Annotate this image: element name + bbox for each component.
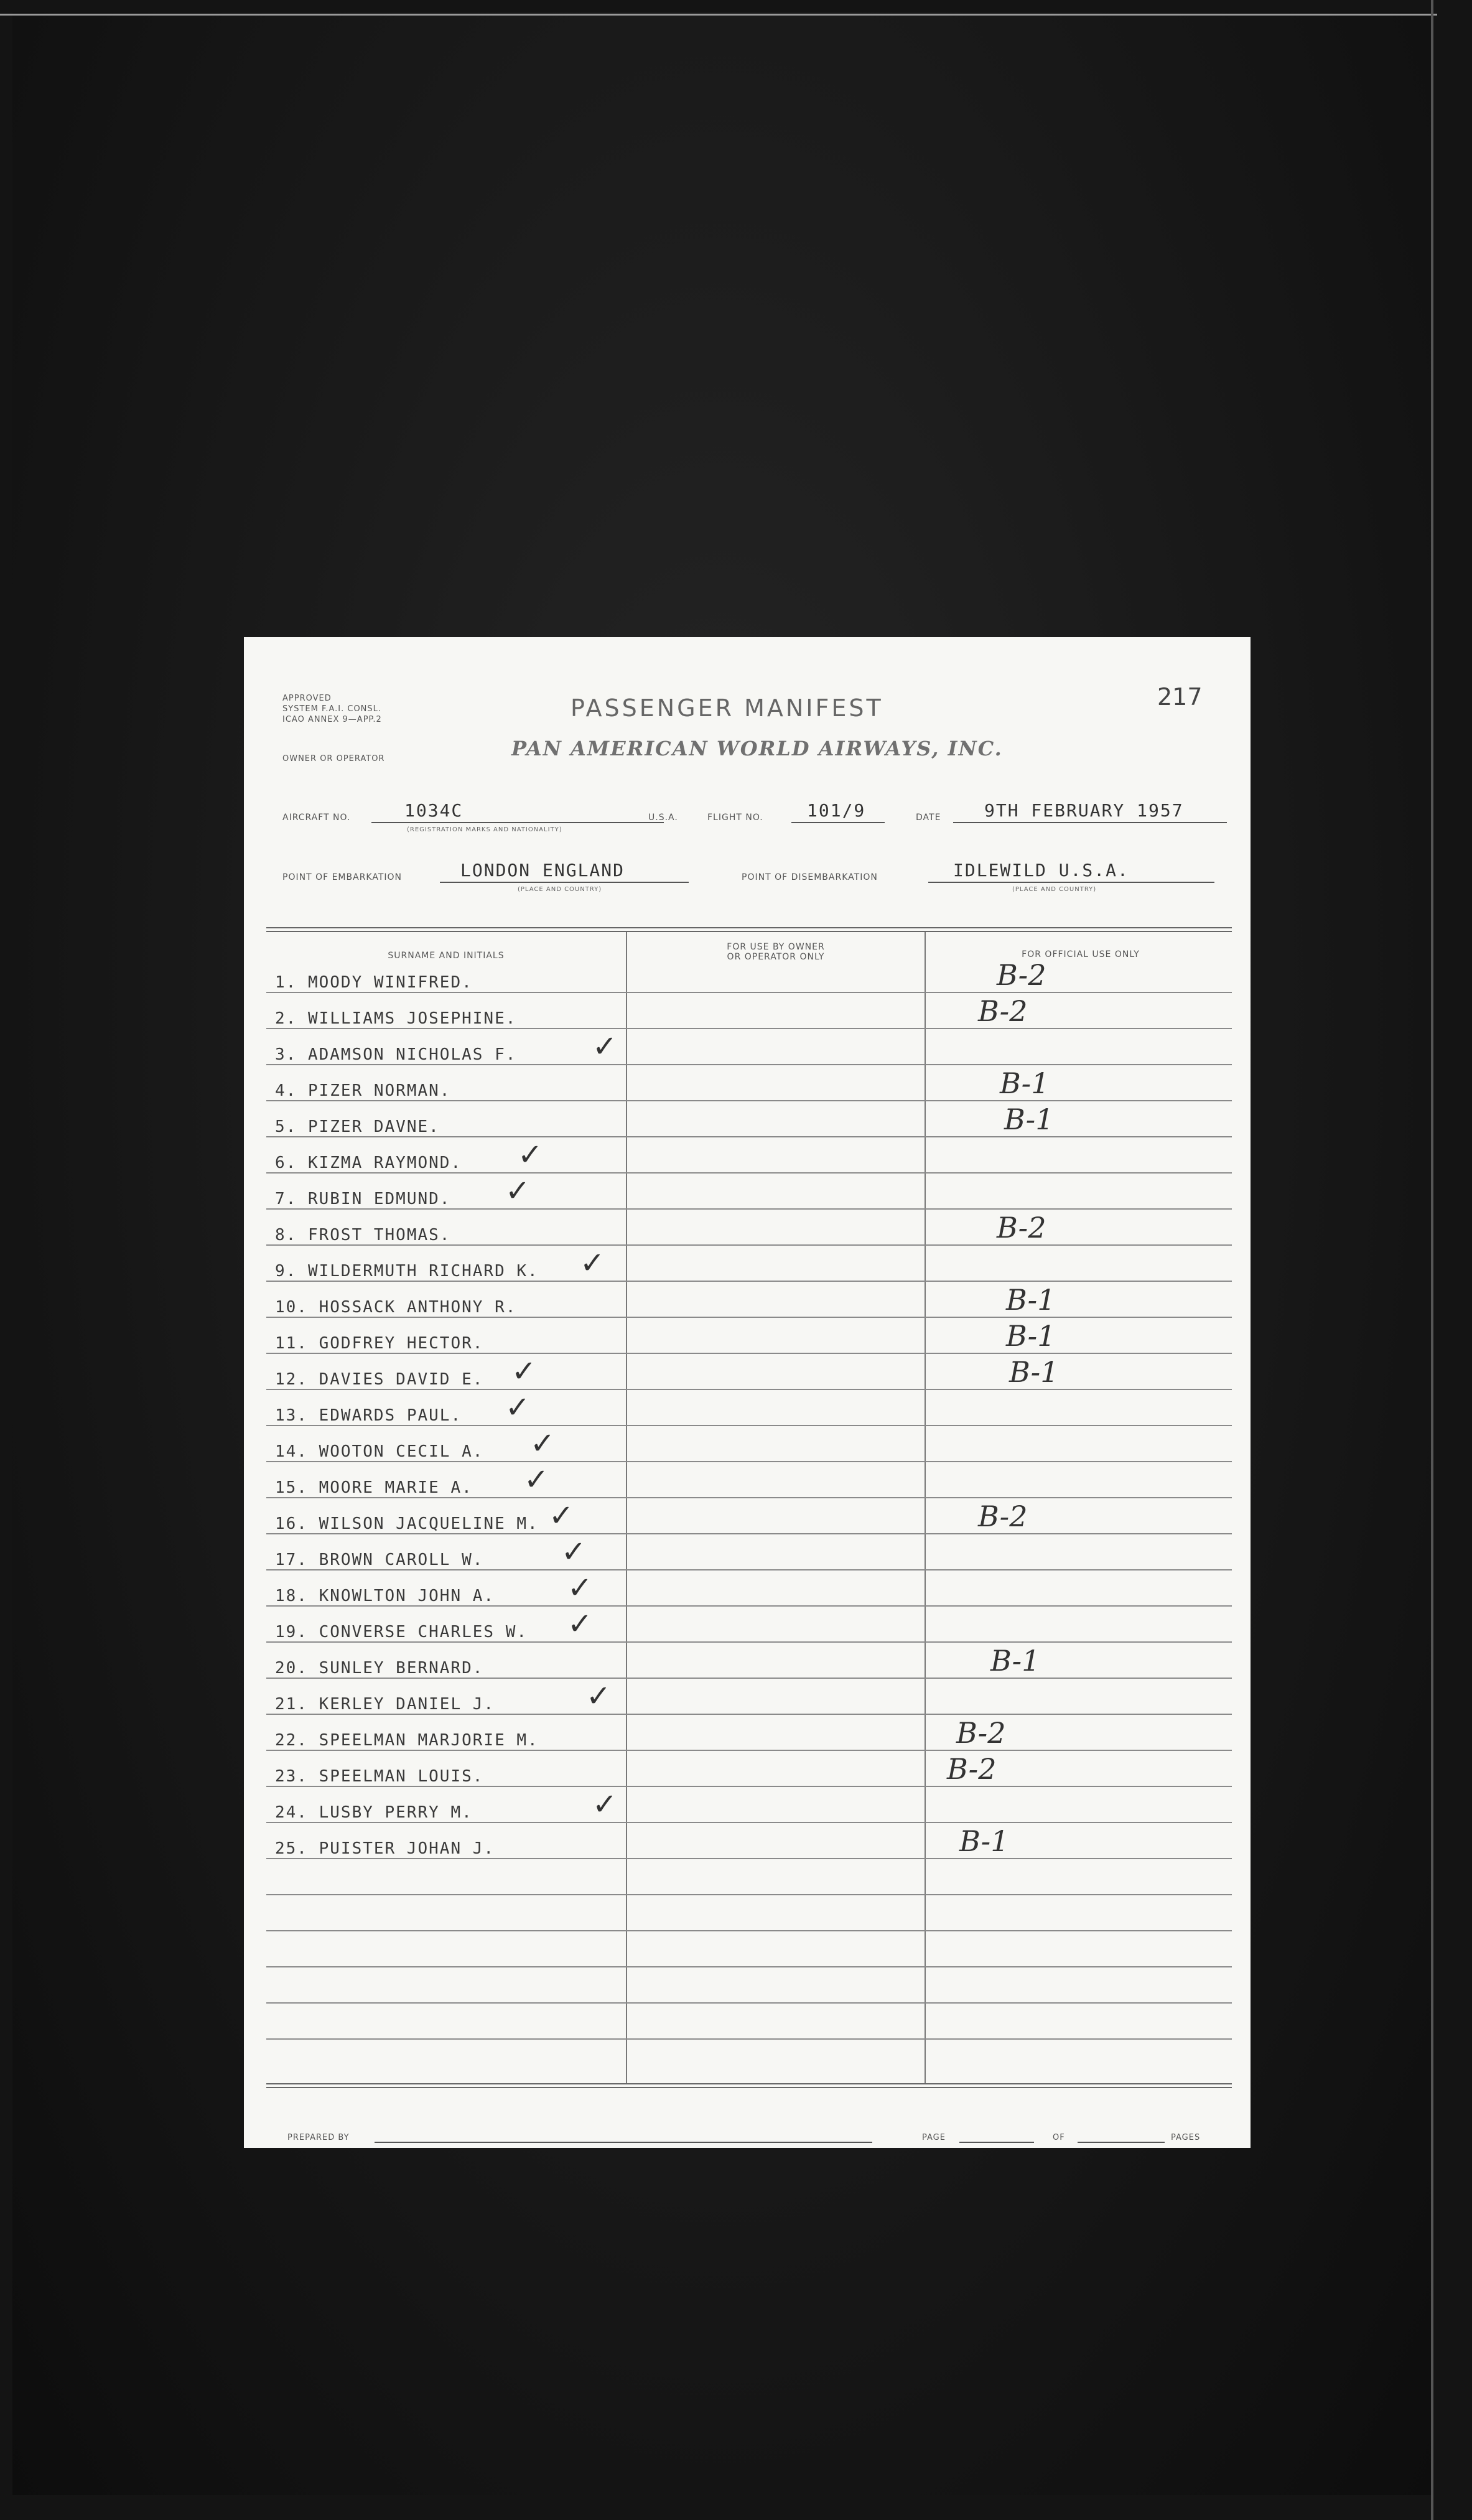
blank-row-line	[266, 1966, 1232, 1967]
official-mark: B-2	[947, 1752, 997, 1786]
row-line	[266, 1569, 1232, 1570]
check-mark: ✓	[592, 1029, 618, 1064]
owner-operator-label: OWNER OR OPERATOR	[282, 754, 385, 763]
official-mark: B-2	[997, 1211, 1046, 1244]
passenger-name: 15. MOORE MARIE A.	[275, 1478, 473, 1497]
flight-underline	[791, 822, 885, 823]
embarkation-value: LONDON ENGLAND	[460, 860, 625, 880]
passenger-name: 12. DAVIES DAVID E.	[275, 1370, 484, 1389]
row-line	[266, 1136, 1232, 1137]
check-mark: ✓	[524, 1462, 549, 1497]
passenger-name: 4. PIZER NORMAN.	[275, 1081, 451, 1100]
disembarkation-value: IDLEWILD U.S.A.	[953, 860, 1129, 880]
passenger-name: 21. KERLEY DANIEL J.	[275, 1695, 495, 1714]
embarkation-label: POINT OF EMBARKATION	[282, 872, 403, 882]
form-reference-line: APPROVED	[282, 694, 332, 703]
row-line	[266, 1497, 1232, 1498]
official-mark: B-1	[959, 1824, 1009, 1858]
row-line	[266, 1858, 1232, 1859]
date-underline	[953, 822, 1227, 823]
passenger-name: 24. LUSBY PERRY M.	[275, 1803, 473, 1822]
official-mark: B-2	[978, 1500, 1028, 1533]
page-label: PAGE	[922, 2133, 946, 2142]
check-mark: ✓	[592, 1787, 618, 1822]
form-reference	[282, 693, 382, 725]
aircraft-underline	[371, 822, 664, 823]
disembarkation-sub-label: (PLACE AND COUNTRY)	[1012, 886, 1097, 893]
row-line	[266, 1641, 1232, 1643]
row-line	[266, 1244, 1232, 1246]
disembarkation-underline	[928, 882, 1214, 883]
prepared-by-line	[375, 2142, 872, 2143]
form-reference-line: SYSTEM F.A.I. CONSL.	[282, 704, 382, 714]
official-mark: B-1	[1006, 1319, 1056, 1353]
row-line	[266, 1028, 1232, 1029]
row-line	[266, 1750, 1232, 1751]
passenger-name: 19. CONVERSE CHARLES W.	[275, 1623, 528, 1641]
passenger-name: 3. ADAMSON NICHOLAS F.	[275, 1045, 517, 1064]
table-bottom-rule	[266, 2087, 1232, 2088]
row-line	[266, 1281, 1232, 1282]
row-line	[266, 1208, 1232, 1210]
form-reference-line: ICAO ANNEX 9—APP.2	[282, 715, 382, 724]
blank-row-line	[266, 2002, 1232, 2004]
passenger-name: 7. RUBIN EDMUND.	[275, 1190, 451, 1208]
flight-value: 101/9	[807, 800, 866, 821]
check-mark: ✓	[567, 1607, 593, 1641]
row-line	[266, 1461, 1232, 1462]
pages-label: PAGES	[1171, 2133, 1201, 2142]
official-mark: B-2	[997, 958, 1046, 992]
check-mark: ✓	[586, 1679, 612, 1714]
passenger-name: 22. SPEELMAN MARJORIE M.	[275, 1731, 539, 1750]
official-use-column-header: FOR OFFICIAL USE ONLY	[1022, 950, 1140, 959]
date-label: DATE	[916, 813, 941, 823]
manifest-sheet	[244, 637, 1251, 2148]
passenger-name: 10. HOSSACK ANTHONY R.	[275, 1298, 517, 1317]
row-line	[266, 1425, 1232, 1426]
blank-row-line	[266, 1930, 1232, 1931]
nationality-label: U.S.A.	[648, 813, 678, 823]
embarkation-underline	[440, 882, 689, 883]
passenger-name: 8. FROST THOMAS.	[275, 1226, 451, 1244]
date-value: 9TH FEBRUARY 1957	[984, 800, 1184, 821]
check-mark: ✓	[505, 1390, 531, 1425]
official-mark: B-2	[978, 994, 1028, 1028]
table-top-rule	[266, 927, 1232, 928]
column-divider	[925, 932, 926, 2083]
page-number: 217	[1157, 683, 1203, 711]
official-mark: B-1	[990, 1644, 1040, 1678]
row-line	[266, 1605, 1232, 1607]
passenger-name: 20. SUNLEY BERNARD.	[275, 1659, 484, 1678]
row-line	[266, 1786, 1232, 1787]
check-mark: ✓	[518, 1137, 543, 1172]
check-mark: ✓	[505, 1174, 531, 1208]
flight-label: FLIGHT NO.	[707, 813, 763, 823]
check-mark: ✓	[549, 1498, 574, 1533]
passenger-name: 23. SPEELMAN LOUIS.	[275, 1767, 484, 1786]
check-mark: ✓	[567, 1570, 593, 1605]
official-mark: B-2	[956, 1716, 1006, 1750]
aircraft-label: AIRCRAFT NO.	[282, 813, 351, 823]
row-line	[266, 1714, 1232, 1715]
airline-name: PAN AMERICAN WORLD AIRWAYS, INC.	[511, 737, 1003, 760]
official-mark: B-1	[1004, 1103, 1054, 1136]
owner-use-column-header: FOR USE BY OWNER OR OPERATOR ONLY	[727, 942, 825, 962]
check-mark: ✓	[530, 1426, 556, 1461]
row-line	[266, 992, 1232, 993]
passenger-name: 6. KIZMA RAYMOND.	[275, 1154, 462, 1172]
row-line	[266, 1064, 1232, 1065]
table-top-rule	[266, 931, 1232, 932]
passenger-name: 2. WILLIAMS JOSEPHINE.	[275, 1009, 517, 1028]
passenger-name: 1. MOODY WINIFRED.	[275, 973, 473, 992]
column-divider	[626, 932, 627, 2083]
check-mark: ✓	[580, 1246, 605, 1281]
row-line	[266, 1353, 1232, 1354]
row-line	[266, 1678, 1232, 1679]
surname-column-header: SURNAME AND INITIALS	[388, 951, 505, 961]
manifest-title: PASSENGER MANIFEST	[571, 694, 883, 722]
row-line	[266, 1822, 1232, 1823]
passenger-name: 11. GODFREY HECTOR.	[275, 1334, 484, 1353]
aircraft-sub-label: (REGISTRATION MARKS AND NATIONALITY)	[407, 826, 562, 833]
check-mark: ✓	[561, 1534, 587, 1569]
passenger-name: 9. WILDERMUTH RICHARD K.	[275, 1262, 539, 1281]
blank-row-line	[266, 1894, 1232, 1895]
disembarkation-label: POINT OF DISEMBARKATION	[742, 872, 878, 882]
passenger-name: 16. WILSON JACQUELINE M.	[275, 1514, 539, 1533]
row-line	[266, 1317, 1232, 1318]
film-edge-top	[0, 14, 1437, 16]
blank-row-line	[266, 2038, 1232, 2040]
passenger-name: 5. PIZER DAVNE.	[275, 1118, 440, 1136]
official-mark: B-1	[1006, 1283, 1056, 1317]
passenger-name: 18. KNOWLTON JOHN A.	[275, 1587, 495, 1605]
check-mark: ✓	[511, 1354, 537, 1389]
film-edge-right	[1431, 0, 1433, 2520]
aircraft-value: 1034C	[404, 800, 463, 821]
passenger-name: 14. WOOTON CECIL A.	[275, 1442, 484, 1461]
passenger-name: 13. EDWARDS PAUL.	[275, 1406, 462, 1425]
embarkation-sub-label: (PLACE AND COUNTRY)	[518, 886, 602, 893]
of-label: OF	[1053, 2133, 1065, 2142]
of-line	[1078, 2142, 1165, 2143]
table-bottom-rule	[266, 2083, 1232, 2084]
row-line	[266, 1172, 1232, 1174]
official-mark: B-1	[1009, 1355, 1059, 1389]
row-line	[266, 1100, 1232, 1101]
passenger-name: 17. BROWN CAROLL W.	[275, 1551, 484, 1569]
row-line	[266, 1533, 1232, 1534]
page-line	[959, 2142, 1034, 2143]
official-mark: B-1	[1000, 1066, 1050, 1100]
prepared-by-label: PREPARED BY	[287, 2133, 350, 2142]
row-line	[266, 1389, 1232, 1390]
passenger-name: 25. PUISTER JOHAN J.	[275, 1839, 495, 1858]
